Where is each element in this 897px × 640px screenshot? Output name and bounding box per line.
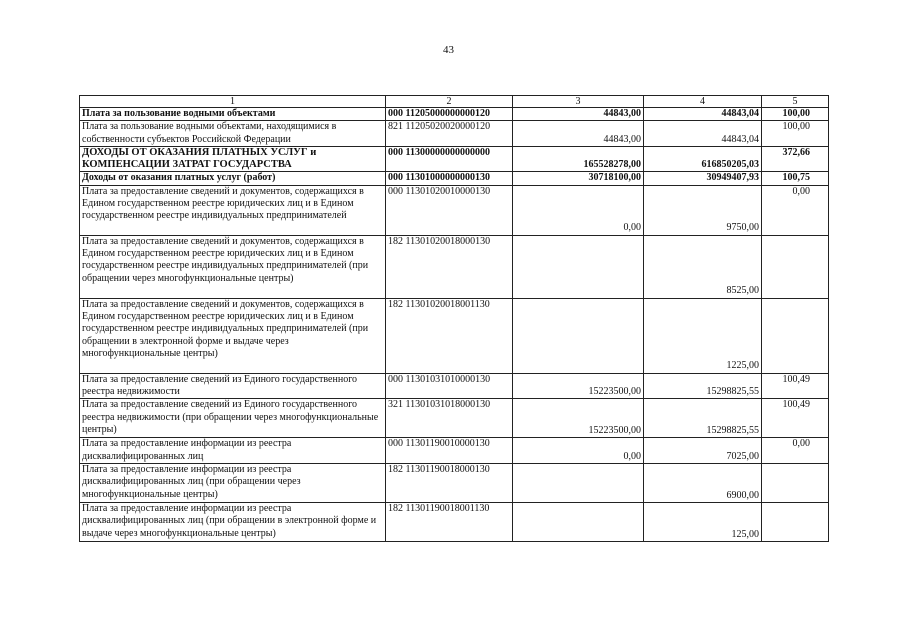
column-header: 4	[644, 96, 762, 108]
actual-amount-cell: 44843,04	[644, 121, 762, 147]
table-row	[80, 108, 829, 121]
row-name-cell: Плата за пользование водными объектами, находящимися в собственности субъектов Российской Федерации	[80, 121, 386, 147]
actual-amount-cell: 15298825,55	[644, 373, 762, 399]
execution-percent-cell: 100,49	[762, 373, 829, 399]
execution-percent-cell: 100,00	[762, 121, 829, 147]
planned-amount-cell: 44843,00	[513, 121, 644, 147]
actual-amount-cell: 44843,04	[644, 108, 762, 121]
row-name-cell: Плата за предоставление информации из реестра дисквалифицированных лиц (при обращении в электронной форме и выдаче через многофункциональные центры)	[80, 502, 386, 541]
execution-percent-cell: 0,00	[762, 185, 829, 235]
budget-code-cell: 000 11300000000000000	[386, 146, 513, 172]
planned-amount-cell: 44843,00	[513, 108, 644, 121]
budget-code-cell: 321 11301031018000130	[386, 399, 513, 438]
column-header: 1	[80, 96, 386, 108]
planned-amount-cell	[513, 235, 644, 298]
budget-code-cell: 182 11301190018000130	[386, 463, 513, 502]
column-header: 2	[386, 96, 513, 108]
actual-amount-cell: 125,00	[644, 502, 762, 541]
row-name-cell: Плата за предоставление сведений и документов, содержащихся в Едином государственном реестре юридических лиц и в Едином государственном реестре индивидуальных предпринимателей	[80, 185, 386, 235]
row-name-cell: ДОХОДЫ ОТ ОКАЗАНИЯ ПЛАТНЫХ УСЛУГ и КОМПЕНСАЦИИ ЗАТРАТ ГОСУДАРСТВА	[80, 146, 386, 172]
budget-code-cell: 000 11301031010000130	[386, 373, 513, 399]
table-row	[80, 399, 829, 438]
page-number: 43	[443, 44, 454, 56]
planned-amount-cell: 15223500,00	[513, 399, 644, 438]
table-row	[80, 373, 829, 399]
table-row	[80, 298, 829, 373]
actual-amount-cell: 8525,00	[644, 235, 762, 298]
row-name-cell: Доходы от оказания платных услуг (работ)	[80, 172, 386, 185]
budget-code-cell: 182 11301190018001130	[386, 502, 513, 541]
actual-amount-cell: 1225,00	[644, 298, 762, 373]
planned-amount-cell	[513, 463, 644, 502]
table-row	[80, 185, 829, 235]
table-row	[80, 172, 829, 185]
planned-amount-cell	[513, 502, 644, 541]
planned-amount-cell	[513, 298, 644, 373]
row-name-cell: Плата за предоставление сведений и документов, содержащихся в Едином государственном реестре юридических лиц и в Едином государственном реестре индивидуальных предпринимателей (при обращении в электронной форме и выдаче через многофункциональные центры)	[80, 298, 386, 373]
execution-percent-cell	[762, 298, 829, 373]
execution-percent-cell	[762, 235, 829, 298]
actual-amount-cell: 616850205,03	[644, 146, 762, 172]
budget-code-cell: 000 11301020010000130	[386, 185, 513, 235]
table-header-row	[80, 96, 829, 108]
table-row	[80, 146, 829, 172]
budget-code-cell: 000 11205000000000120	[386, 108, 513, 121]
budget-code-cell: 000 11301000000000130	[386, 172, 513, 185]
table-row	[80, 438, 829, 464]
row-name-cell: Плата за предоставление сведений из Единого государственного реестра недвижимости	[80, 373, 386, 399]
budget-code-cell: 182 11301020018001130	[386, 298, 513, 373]
execution-percent-cell: 100,49	[762, 399, 829, 438]
budget-code-cell: 821 11205020020000120	[386, 121, 513, 147]
planned-amount-cell: 165528278,00	[513, 146, 644, 172]
row-name-cell: Плата за предоставление сведений из Единого государственного реестра недвижимости (при обращении через многофункциональные центры)	[80, 399, 386, 438]
execution-percent-cell: 100,00	[762, 108, 829, 121]
column-header: 3	[513, 96, 644, 108]
table-row	[80, 235, 829, 298]
budget-code-cell: 000 11301190010000130	[386, 438, 513, 464]
revenue-table	[79, 95, 829, 542]
execution-percent-cell: 372,66	[762, 146, 829, 172]
execution-percent-cell: 0,00	[762, 438, 829, 464]
actual-amount-cell: 30949407,93	[644, 172, 762, 185]
row-name-cell: Плата за предоставление информации из реестра дисквалифицированных лиц	[80, 438, 386, 464]
planned-amount-cell: 15223500,00	[513, 373, 644, 399]
execution-percent-cell	[762, 502, 829, 541]
planned-amount-cell: 30718100,00	[513, 172, 644, 185]
budget-code-cell: 182 11301020018000130	[386, 235, 513, 298]
table-row	[80, 463, 829, 502]
planned-amount-cell: 0,00	[513, 185, 644, 235]
row-name-cell: Плата за предоставление информации из реестра дисквалифицированных лиц (при обращении через многофункциональные центры)	[80, 463, 386, 502]
table-row	[80, 121, 829, 147]
table-row	[80, 502, 829, 541]
execution-percent-cell	[762, 463, 829, 502]
column-header: 5	[762, 96, 829, 108]
actual-amount-cell: 9750,00	[644, 185, 762, 235]
actual-amount-cell: 15298825,55	[644, 399, 762, 438]
actual-amount-cell: 7025,00	[644, 438, 762, 464]
execution-percent-cell: 100,75	[762, 172, 829, 185]
actual-amount-cell: 6900,00	[644, 463, 762, 502]
row-name-cell: Плата за предоставление сведений и документов, содержащихся в Едином государственном реестре юридических лиц и в Едином государственном реестре индивидуальных предпринимателей (при обращении через многофункциональные центры)	[80, 235, 386, 298]
row-name-cell: Плата за пользование водными объектами	[80, 108, 386, 121]
planned-amount-cell: 0,00	[513, 438, 644, 464]
